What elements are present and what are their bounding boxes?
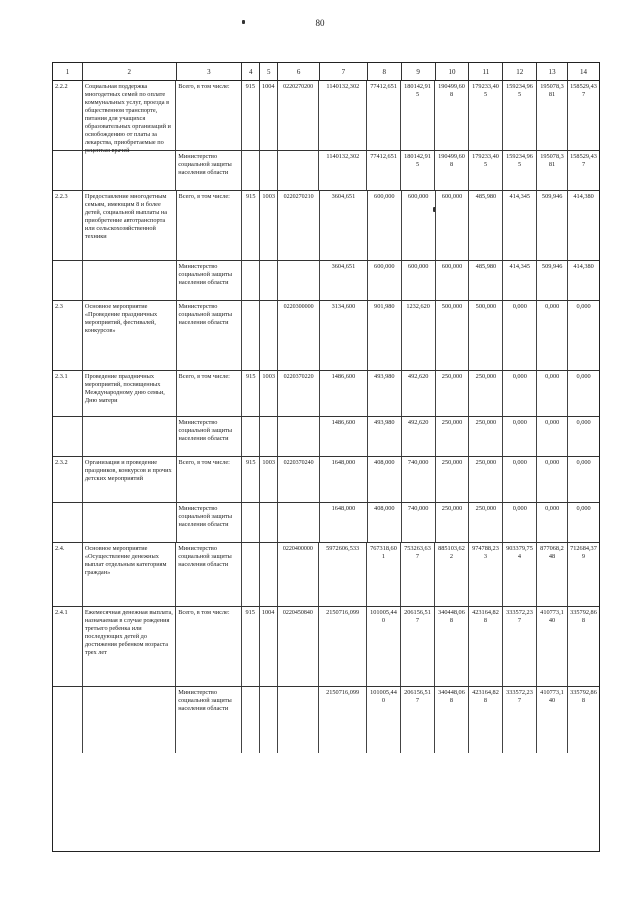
year-value-cell: 0,000 [503,503,537,542]
column-number-header: 13 [537,63,568,80]
gov-code-cell [242,151,260,190]
table-row [53,191,599,261]
target-code-cell [278,417,320,456]
year-value-cell: 600,000 [436,261,470,300]
total-cell: 2150716,099 [319,687,367,753]
year-value-cell: 333572,237 [503,607,537,686]
year-value-cell: 885103,622 [435,543,469,606]
year-value-cell: 250,000 [436,417,470,456]
year-value-cell: 179233,405 [469,151,503,190]
year-value-cell: 340448,068 [435,607,469,686]
year-value-cell: 158529,437 [570,83,597,98]
year-value-cell: 600,000 [402,191,436,260]
year-value-cell: 0,000 [576,419,591,426]
table-row [53,543,599,607]
section-code-cell [260,543,278,606]
target-code-cell: 0220270210 [278,191,320,260]
year-value-cell: 901,980 [368,301,402,370]
gov-code-cell [242,417,260,456]
gov-code-cell: 915 [242,81,260,150]
gov-code-cell: 915 [242,607,260,686]
gov-code-cell [242,261,260,300]
year-value-cell: 250,000 [436,457,470,502]
column-number-header: 9 [402,63,436,80]
column-number-header: 6 [278,63,320,80]
target-code-cell: 0220370240 [278,457,320,502]
table-row [53,81,599,154]
year-value-cell: 195078,381 [537,151,568,190]
total-cell: 3604,651 [320,191,368,260]
year-value-cell: 877068,248 [537,543,568,606]
gov-code-cell: 915 [242,191,260,260]
gov-code-cell [242,687,260,753]
executor-cell: Всего, в том числе: [176,81,242,150]
year-value-cell: 0,000 [537,503,568,542]
section-code-cell: 1003 [260,371,278,416]
year-value-cell: 485,980 [469,261,503,300]
measure-name-cell [83,417,177,456]
year-value-cell: 408,000 [368,457,402,502]
year-value-cell: 1232,620 [402,301,436,370]
target-code-cell [278,261,320,300]
table-row [53,151,599,191]
total-cell: 1486,600 [320,371,368,416]
year-value-cell: 206156,517 [401,687,435,753]
measure-name-cell: Ежемесячная денежная выплата, назначаемая в случае рождения третьего ребенка или последующих детей до достижения ребенком возраста трех лет [83,607,176,686]
section-code-cell [260,687,278,753]
year-value-cell: 335792,868 [570,689,597,704]
year-value-cell: 740,000 [402,457,436,502]
total-cell: 1486,600 [320,417,368,456]
year-value-cell: 180142,915 [401,151,435,190]
section-code-cell [260,417,278,456]
measure-name-cell [83,687,176,753]
scan-speck [242,20,245,24]
year-value-cell: 408,000 [368,503,402,542]
column-number-header: 4 [242,63,260,80]
year-value-cell: 77412,651 [367,151,401,190]
item-number-cell: 2.4.1 [53,607,83,686]
measure-name-cell: Основное мероприятие «Проведение праздничных мероприятий, фестивалей, конкурсов» [83,301,177,370]
table-row [53,607,599,687]
total-cell: 2150716,099 [319,607,367,686]
year-value-cell: 250,000 [469,503,503,542]
year-value-cell: 0,000 [503,301,537,370]
item-number-cell [53,417,83,456]
table-body [53,81,599,753]
executor-cell: Министерство социальной защиты населения области [177,301,243,370]
measure-name-cell [83,151,176,190]
executor-cell: Всего, в том числе: [177,191,243,260]
executor-cell: Всего, в том числе: [177,457,243,502]
column-number-header: 5 [260,63,278,80]
year-value-cell: 340448,068 [435,687,469,753]
executor-cell: Министерство социальной защиты населения области [177,503,243,542]
year-value-cell: 77412,651 [367,81,401,150]
year-value-cell: 180142,915 [401,81,435,150]
measure-name-cell: Проведение праздничных мероприятий, посвященных Международному дню семьи, Дню матери [83,371,177,416]
year-value-cell: 500,000 [436,301,470,370]
executor-cell: Министерство социальной защиты населения области [177,261,243,300]
item-number-cell [53,151,83,190]
year-value-cell: 190499,608 [435,151,469,190]
year-value-cell: 414,380 [573,263,594,270]
item-number-cell [53,503,83,542]
year-value-cell: 0,000 [537,457,568,502]
column-number-header: 10 [436,63,470,80]
total-cell: 5972606,533 [319,543,367,606]
item-number-cell [53,261,83,300]
item-number-cell: 2.3 [53,301,83,370]
year-value-cell: 101005,440 [367,607,401,686]
year-value-cell: 158529,437 [570,153,597,168]
gov-code-cell [242,301,260,370]
year-value-cell: 0,000 [503,457,537,502]
column-number-header: 12 [503,63,537,80]
year-value-cell: 0,000 [503,371,537,416]
year-value-cell: 493,980 [368,371,402,416]
column-number-header: 8 [368,63,402,80]
section-code-cell: 1003 [260,191,278,260]
executor-cell: Всего, в том числе: [176,607,242,686]
total-cell: 1648,000 [320,457,368,502]
executor-cell: Министерство социальной защиты населения области [176,543,242,606]
item-number-cell: 2.4. [53,543,83,606]
year-value-cell: 423164,828 [469,687,503,753]
year-value-cell: 600,000 [436,191,470,260]
total-cell: 1648,000 [320,503,368,542]
section-code-cell [260,261,278,300]
year-value-cell: 250,000 [436,371,470,416]
year-value-cell: 250,000 [469,417,503,456]
year-value-cell: 500,000 [469,301,503,370]
table-row [53,301,599,371]
year-value-cell: 753263,637 [401,543,435,606]
year-value-cell: 600,000 [402,261,436,300]
executor-cell: Всего, в том числе: [177,371,243,416]
item-number-cell [53,687,83,753]
item-number-cell: 2.3.1 [53,371,83,416]
item-number-cell: 2.3.2 [53,457,83,502]
table-row [53,261,599,301]
year-value-cell: 423164,828 [469,607,503,686]
measure-name-cell: Социальная поддержка многодетных семей по оплате коммунальных услуг, проезда в общественном транспорте, питания для учащихся образовательных организаций и освобождению от платы за лекарства, приобретаемые по рецептам врачей [83,81,176,150]
year-value-cell: 250,000 [469,457,503,502]
target-code-cell [278,503,320,542]
year-value-cell: 509,946 [537,191,568,260]
year-value-cell: 250,000 [469,371,503,416]
year-value-cell: 335792,868 [570,609,597,624]
table-row [53,503,599,543]
year-value-cell: 190499,608 [435,81,469,150]
year-value-cell: 974788,233 [469,543,503,606]
year-value-cell: 493,980 [368,417,402,456]
year-value-cell: 0,000 [576,303,591,310]
total-cell: 3604,651 [320,261,368,300]
year-value-cell: 410773,140 [537,687,568,753]
target-code-cell: 0220400000 [278,543,320,606]
year-value-cell: 0,000 [576,505,591,512]
year-value-cell: 509,946 [537,261,568,300]
total-cell: 3134,600 [320,301,368,370]
year-value-cell: 159234,965 [503,81,537,150]
table-row [53,457,599,503]
year-value-cell: 414,345 [503,261,537,300]
target-code-cell [278,151,320,190]
year-value-cell: 0,000 [576,373,591,380]
year-value-cell: 0,000 [576,459,591,466]
gov-code-cell: 915 [242,371,260,416]
year-value-cell: 333572,237 [503,687,537,753]
target-code-cell: 0220370220 [278,371,320,416]
table-header-row [53,63,599,81]
year-value-cell: 600,000 [368,191,402,260]
page-number: 80 [315,18,325,28]
year-value-cell: 485,980 [469,191,503,260]
year-value-cell: 0,000 [503,417,537,456]
column-number-header: 14 [580,68,588,76]
year-value-cell: 195078,381 [537,81,568,150]
year-value-cell: 250,000 [436,503,470,542]
table-row [53,417,599,457]
year-value-cell: 101005,440 [367,687,401,753]
section-code-cell: 1004 [260,607,278,686]
target-code-cell: 0220300000 [278,301,320,370]
section-code-cell: 1004 [260,81,278,150]
gov-code-cell [242,543,260,606]
target-code-cell: 0220450840 [278,607,320,686]
column-number-header: 1 [53,63,83,80]
item-number-cell: 2.2.2 [53,81,83,150]
target-code-cell [278,687,320,753]
gov-code-cell: 915 [242,457,260,502]
year-value-cell: 492,620 [402,371,436,416]
measure-name-cell [83,503,177,542]
column-number-header: 3 [177,63,243,80]
section-code-cell [260,503,278,542]
table-row [53,371,599,417]
column-number-header: 11 [469,63,503,80]
column-number-header: 2 [83,63,177,80]
executor-cell: Министерство социальной защиты населения области [176,151,242,190]
measure-name-cell: Предоставление многодетным семьям, имеющим 8 и более детей, социальной выплаты на приобретение автотранспорта или сельскохозяйственной техники [83,191,177,260]
year-value-cell: 410773,140 [537,607,568,686]
section-code-cell [260,151,278,190]
year-value-cell: 414,345 [503,191,537,260]
section-code-cell: 1003 [260,457,278,502]
executor-cell: Министерство социальной защиты населения области [176,687,242,753]
section-code-cell [260,301,278,370]
total-cell: 1140132,302 [319,151,367,190]
measure-name-cell: Основное мероприятие «Осуществление денежных выплат отдельным категориям граждан» [83,543,176,606]
year-value-cell: 600,000 [368,261,402,300]
year-value-cell: 767318,601 [367,543,401,606]
year-value-cell: 740,000 [402,503,436,542]
year-value-cell: 206156,517 [401,607,435,686]
target-code-cell: 0220270200 [278,81,320,150]
year-value-cell: 0,000 [537,417,568,456]
year-value-cell: 0,000 [537,371,568,416]
gov-code-cell [242,503,260,542]
measure-name-cell: Организация и проведение праздников, конкурсов и прочих детских мероприятий [83,457,177,502]
year-value-cell: 159234,965 [503,151,537,190]
measure-name-cell [83,261,177,300]
year-value-cell: 492,620 [402,417,436,456]
item-number-cell: 2.2.3 [53,191,83,260]
year-value-cell: 903379,754 [503,543,537,606]
year-value-cell: 0,000 [537,301,568,370]
year-value-cell: 179233,405 [469,81,503,150]
column-number-header: 7 [320,63,368,80]
executor-cell: Министерство социальной защиты населения области [177,417,243,456]
year-value-cell: 712684,379 [570,545,597,560]
total-cell: 1140132,302 [319,81,367,150]
budget-table [52,62,600,852]
table-row [53,687,599,753]
year-value-cell: 414,380 [573,193,594,200]
